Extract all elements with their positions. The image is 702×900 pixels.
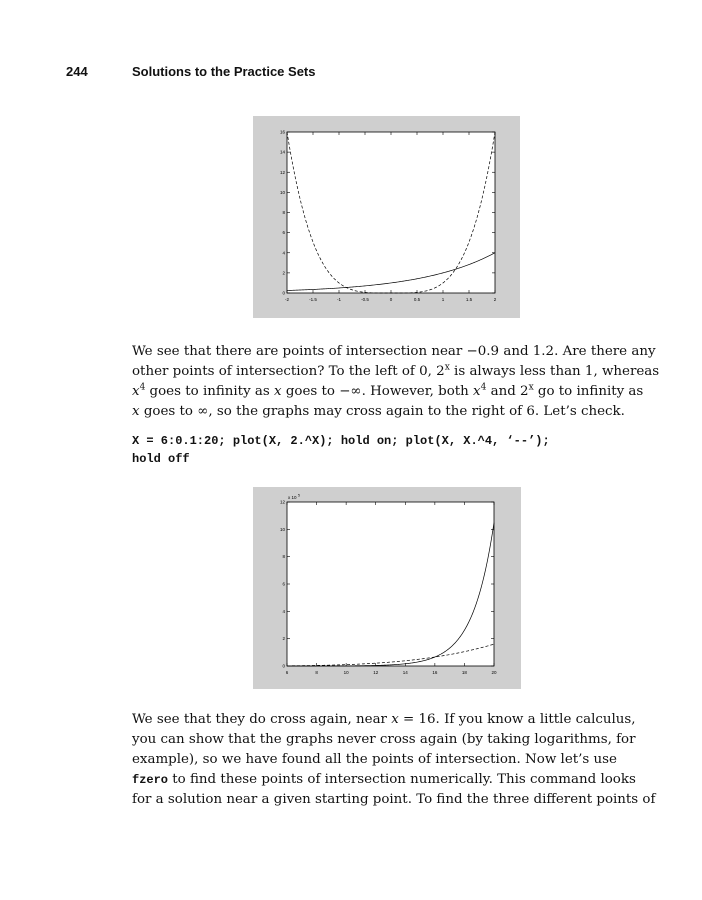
chart-1-svg <box>253 116 520 318</box>
code-block <box>132 432 550 468</box>
y-tick-label: 0 <box>282 663 285 669</box>
math-variable: x <box>391 712 399 727</box>
x-tick-label: -1 <box>336 297 342 302</box>
paragraph-2 <box>132 710 656 810</box>
y-tick-label: 10 <box>279 189 285 195</box>
figure-2 <box>253 487 521 689</box>
paragraph-1-line-4 <box>132 402 652 422</box>
y-tick-label: 2 <box>282 636 285 642</box>
paragraph-2-line-5: for a solution near a given starting point. To find the three different points of <box>132 792 656 807</box>
x-tick-label: 20 <box>491 670 497 675</box>
text-run: We see that they do cross again, near <box>132 712 392 727</box>
text-run: goes to −∞. However, both <box>281 384 474 399</box>
plot-area <box>287 502 494 666</box>
y-tick-label: 16 <box>279 129 285 135</box>
text-run: other points of intersection? To the left of 0, 2 <box>132 364 445 379</box>
x-tick-label: 1 <box>441 297 445 302</box>
paragraph-1-line-3 <box>132 382 652 402</box>
paragraph-2-line-2: you can show that the graphs never cross again (by taking logarithms, for <box>132 732 636 747</box>
superscript: 4 <box>480 382 487 393</box>
text-run: go to infinity as <box>533 384 644 399</box>
x-tick-label: -1.5 <box>309 297 317 302</box>
text-run: = 16. If you know a little calculus, <box>398 712 636 727</box>
paragraph-1-line-1: We see that there are points of intersection near −0.9 and 1.2. Are there any <box>132 344 656 359</box>
y-tick-label: 12 <box>279 169 285 175</box>
x-tick-label: 6 <box>285 670 289 675</box>
y-exponent-label: x 10 <box>288 495 297 500</box>
text-run: goes to ∞, so the graphs may cross again to the right of 6. Let’s check. <box>139 404 625 419</box>
superscript: x <box>528 382 534 393</box>
y-tick-label: 4 <box>282 608 285 614</box>
chart-2-svg <box>253 487 521 689</box>
paragraph-2-line-3: example), so we have found all the points of intersection. Now let’s use <box>132 752 617 767</box>
superscript: x <box>444 362 450 373</box>
x-tick-label: 14 <box>402 670 408 675</box>
math-variable: x <box>274 384 282 399</box>
math-variable: x <box>132 384 140 399</box>
y-exponent-superscript: 5 <box>298 493 300 498</box>
running-header <box>66 64 316 79</box>
y-tick-label: 6 <box>282 581 285 587</box>
page-number: 244 <box>66 64 88 79</box>
y-tick-label: 2 <box>282 270 285 276</box>
x-tick-label: 2 <box>493 297 497 302</box>
math-variable: x <box>473 384 481 399</box>
paragraph-2-line-4 <box>132 770 652 790</box>
text-run: goes to infinity as <box>145 384 274 399</box>
x-tick-label: 8 <box>315 670 318 675</box>
text-run: is always less than 1, whereas <box>449 364 660 379</box>
math-variable: x <box>132 404 140 419</box>
x-tick-label: -0.5 <box>361 297 369 302</box>
y-tick-label: 10 <box>279 526 285 532</box>
x-tick-label: 18 <box>461 670 467 675</box>
superscript: 4 <box>139 382 146 393</box>
x-tick-label: 16 <box>432 670 438 675</box>
y-tick-label: 0 <box>282 290 285 296</box>
inline-code: fzero <box>132 773 169 787</box>
code-line-2: hold off <box>132 452 190 466</box>
y-tick-label: 12 <box>279 499 285 505</box>
x-tick-label: 10 <box>343 670 349 675</box>
paragraph-2-line-1 <box>132 710 652 730</box>
code-line-1: X = 6:0.1:20; plot(X, 2.^X); hold on; plot(X, X.^4, ‘--’); <box>132 434 550 448</box>
plot-area <box>287 132 495 293</box>
x-tick-label: -2 <box>284 297 290 302</box>
running-head-title: Solutions to the Practice Sets <box>132 64 316 79</box>
y-tick-label: 6 <box>282 230 285 236</box>
x-tick-label: 12 <box>373 670 379 675</box>
y-tick-label: 14 <box>279 149 285 155</box>
x-tick-label: 1.5 <box>465 297 473 302</box>
text-run: to find these points of intersection numerically. This command looks <box>168 772 636 787</box>
y-tick-label: 8 <box>282 554 285 560</box>
x-tick-label: 0 <box>389 297 393 302</box>
paragraph-1-line-2 <box>132 362 660 382</box>
text-run: and 2 <box>486 384 529 399</box>
x-tick-label: 0.5 <box>413 297 421 302</box>
paragraph-1 <box>132 342 660 422</box>
y-tick-label: 4 <box>282 250 285 256</box>
figure-1 <box>253 116 520 318</box>
y-tick-label: 8 <box>282 210 285 215</box>
